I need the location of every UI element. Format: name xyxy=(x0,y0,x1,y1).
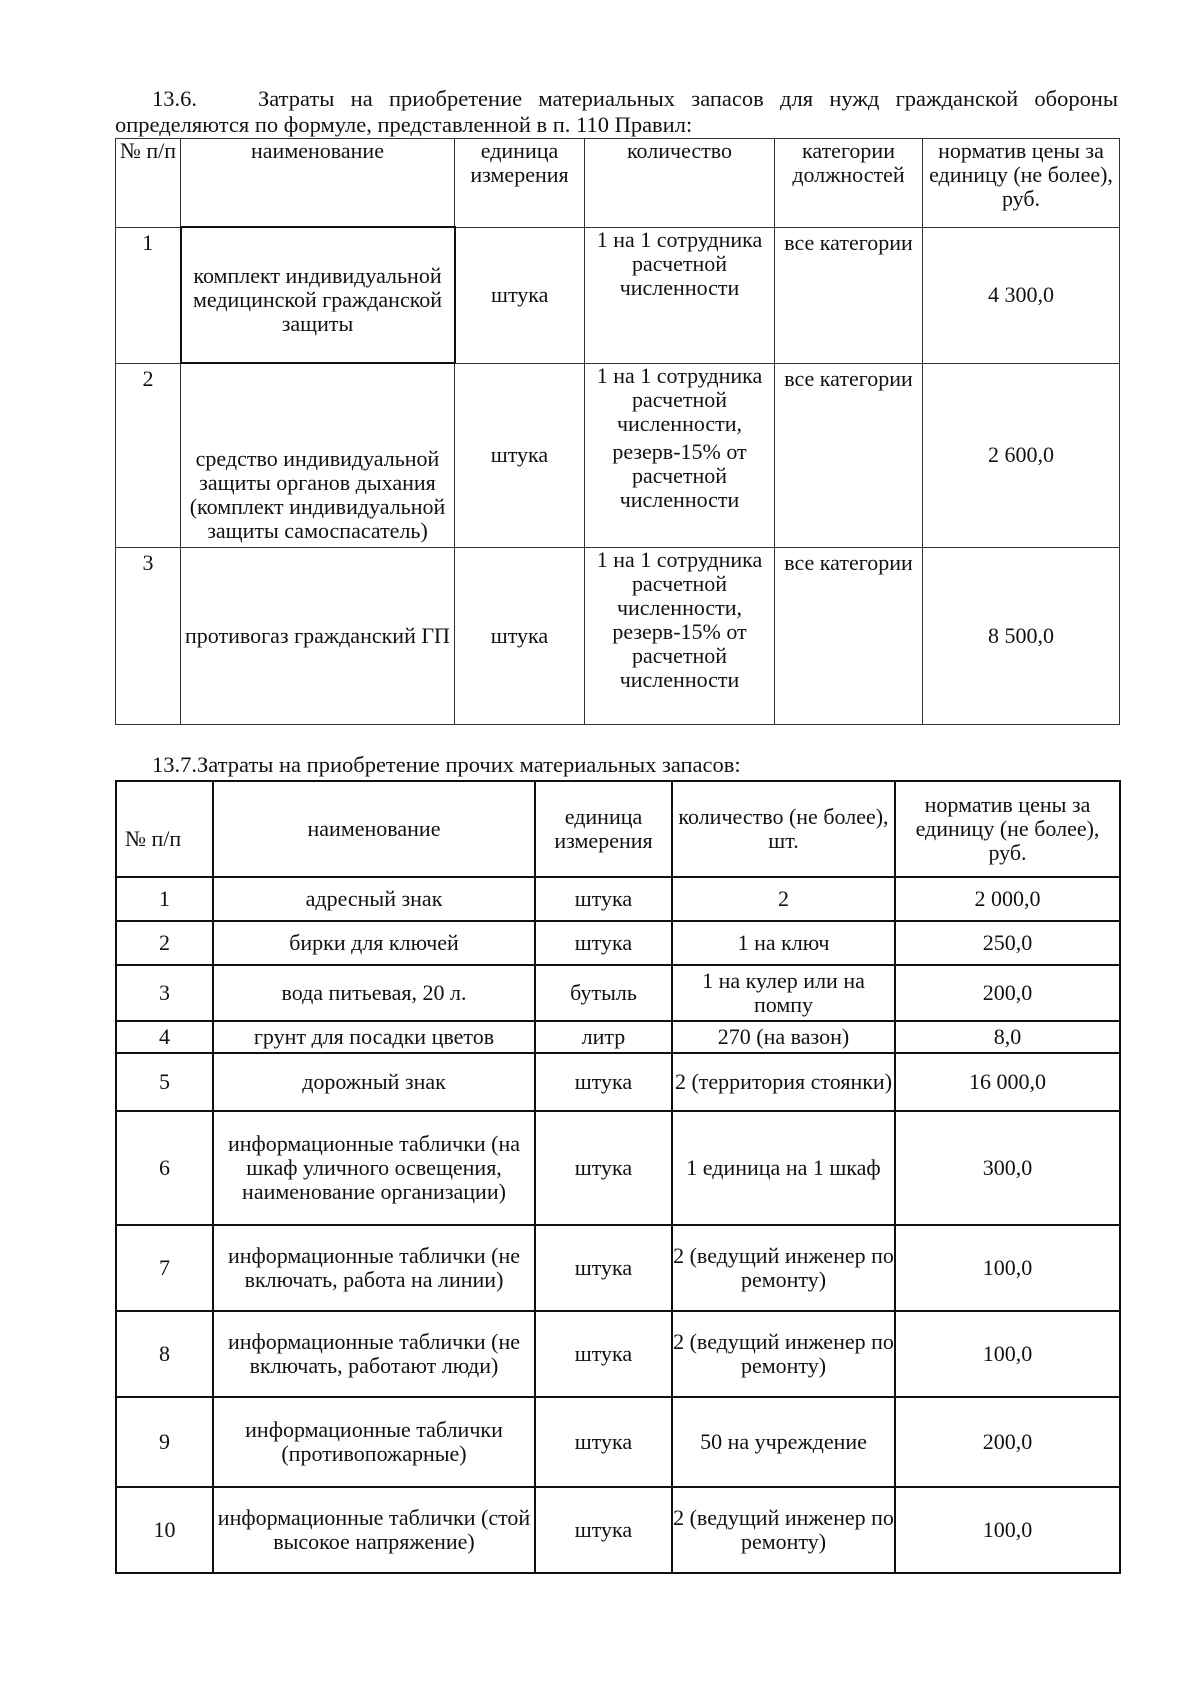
item-unit: штука xyxy=(535,1397,672,1487)
table-row xyxy=(116,877,1120,921)
table-row xyxy=(116,965,1120,1021)
item-name: информационные таблички (не включать, работа на линии) xyxy=(213,1225,535,1311)
item-price: 100,0 xyxy=(895,1225,1120,1311)
item-unit: штука xyxy=(535,1111,672,1225)
item-name: информационные таблички (стой высокое напряжение) xyxy=(213,1487,535,1573)
item-price: 250,0 xyxy=(895,921,1120,965)
row-number: 1 xyxy=(116,877,213,921)
header-cell: норматив цены за единицу (не более), руб. xyxy=(923,139,1120,228)
item-price: 100,0 xyxy=(895,1311,1120,1397)
header-cell: наименование xyxy=(181,139,455,228)
row-number: 4 xyxy=(116,1021,213,1053)
item-quantity: 2 (ведущий инженер по ремонту) xyxy=(672,1311,895,1397)
section-13-7-title: 13.7.Затраты на приобретение прочих материальных запасов: xyxy=(152,752,741,777)
item-name: адресный знак xyxy=(213,877,535,921)
section-number: 13.6. xyxy=(152,86,197,111)
header-cell: № п/п xyxy=(116,781,213,877)
row-number: 9 xyxy=(116,1397,213,1487)
item-quantity: 270 (на вазон) xyxy=(672,1021,895,1053)
item-price: 8 500,0 xyxy=(923,547,1120,724)
item-name: информационные таблички (противопожарные) xyxy=(213,1397,535,1487)
item-unit: штука xyxy=(455,547,585,724)
item-name: вода питьевая, 20 л. xyxy=(213,965,535,1021)
header-cell: наименование xyxy=(213,781,535,877)
item-quantity: 2 (территория стоянки) xyxy=(672,1053,895,1111)
item-unit: штука xyxy=(535,1311,672,1397)
item-quantity: 2 (ведущий инженер по ремонту) xyxy=(672,1225,895,1311)
item-name: информационные таблички (не включать, работают люди) xyxy=(213,1311,535,1397)
item-quantity: 1 единица на 1 шкаф xyxy=(672,1111,895,1225)
intro-line-1: Затраты на приобретение материальных запасов для нужд гражданской обороны xyxy=(258,86,1118,111)
row-number: 10 xyxy=(116,1487,213,1573)
item-unit: штука xyxy=(535,1487,672,1573)
table-row xyxy=(116,1111,1120,1225)
item-name: грунт для посадки цветов xyxy=(213,1021,535,1053)
item-category: все категории xyxy=(775,227,923,363)
header-cell: категории должностей xyxy=(775,139,923,228)
item-price: 2 600,0 xyxy=(923,363,1120,547)
table-row xyxy=(116,1311,1120,1397)
item-unit: штука xyxy=(535,1053,672,1111)
header-cell: единица измерения xyxy=(535,781,672,877)
item-unit: штука xyxy=(455,363,585,547)
item-price: 2 000,0 xyxy=(895,877,1120,921)
item-price: 200,0 xyxy=(895,1397,1120,1487)
item-quantity: 1 на кулер или на помпу xyxy=(672,965,895,1021)
table-row xyxy=(116,1397,1120,1487)
item-category: все категории xyxy=(775,363,923,547)
table-header-row xyxy=(116,781,1120,877)
row-number: 7 xyxy=(116,1225,213,1311)
row-number: 6 xyxy=(116,1111,213,1225)
item-name: средство индивидуальной защиты органов дыхания (комплект индивидуальной защиты самоспасатель) xyxy=(181,363,455,547)
row-number: 8 xyxy=(116,1311,213,1397)
header-cell: единица измерения xyxy=(455,139,585,228)
item-name: бирки для ключей xyxy=(213,921,535,965)
item-price: 300,0 xyxy=(895,1111,1120,1225)
other-supplies-table xyxy=(115,780,1121,1574)
item-quantity: 50 на учреждение xyxy=(672,1397,895,1487)
item-name: комплект индивидуальной медицинской гражданской защиты xyxy=(181,227,455,363)
item-name: противогаз гражданский ГП xyxy=(181,547,455,724)
item-name: информационные таблички (на шкаф уличного освещения, наименование организации) xyxy=(213,1111,535,1225)
header-cell: норматив цены за единицу (не более), руб. xyxy=(895,781,1120,877)
item-price: 4 300,0 xyxy=(923,227,1120,363)
header-cell: количество (не более), шт. xyxy=(672,781,895,877)
item-unit: штука xyxy=(455,227,585,363)
item-price: 200,0 xyxy=(895,965,1120,1021)
table-row xyxy=(116,227,1120,363)
item-unit: штука xyxy=(535,921,672,965)
table-row xyxy=(116,1053,1120,1111)
civil-defense-table xyxy=(115,138,1120,725)
table-row xyxy=(116,921,1120,965)
table-row xyxy=(116,1487,1120,1573)
row-number: 2 xyxy=(116,363,181,547)
item-unit: литр xyxy=(535,1021,672,1053)
item-unit: штука xyxy=(535,1225,672,1311)
row-number: 5 xyxy=(116,1053,213,1111)
item-quantity xyxy=(585,363,775,547)
item-quantity: 2 xyxy=(672,877,895,921)
item-price: 100,0 xyxy=(895,1487,1120,1573)
item-unit: бутыль xyxy=(535,965,672,1021)
intro-line-2: определяются по формуле, представленной в п. 110 Правил: xyxy=(115,112,693,137)
header-cell: количество xyxy=(585,139,775,228)
table-row xyxy=(116,547,1120,724)
row-number: 3 xyxy=(116,965,213,1021)
item-quantity: 1 на ключ xyxy=(672,921,895,965)
item-name: дорожный знак xyxy=(213,1053,535,1111)
quantity-reserve: резерв-15% от расчетной численности xyxy=(612,438,747,512)
table-row xyxy=(116,1225,1120,1311)
item-quantity: 1 на 1 сотрудника расчетной численности xyxy=(585,227,775,363)
table-row xyxy=(116,1021,1120,1053)
item-quantity: 1 на 1 сотрудника расчетной численности, резерв-15% от расчетной численности xyxy=(585,547,775,724)
quantity-main: 1 на 1 сотрудника расчетной численности, xyxy=(596,362,763,436)
section-13-6-intro xyxy=(115,86,1118,138)
table-header-row xyxy=(116,139,1120,228)
row-number: 2 xyxy=(116,921,213,965)
item-quantity: 2 (ведущий инженер по ремонту) xyxy=(672,1487,895,1573)
table-row xyxy=(116,363,1120,547)
header-cell: № п/п xyxy=(116,139,181,228)
row-number: 1 xyxy=(116,227,181,363)
item-category: все категории xyxy=(775,547,923,724)
item-price: 16 000,0 xyxy=(895,1053,1120,1111)
item-unit: штука xyxy=(535,877,672,921)
item-price: 8,0 xyxy=(895,1021,1120,1053)
row-number: 3 xyxy=(116,547,181,724)
